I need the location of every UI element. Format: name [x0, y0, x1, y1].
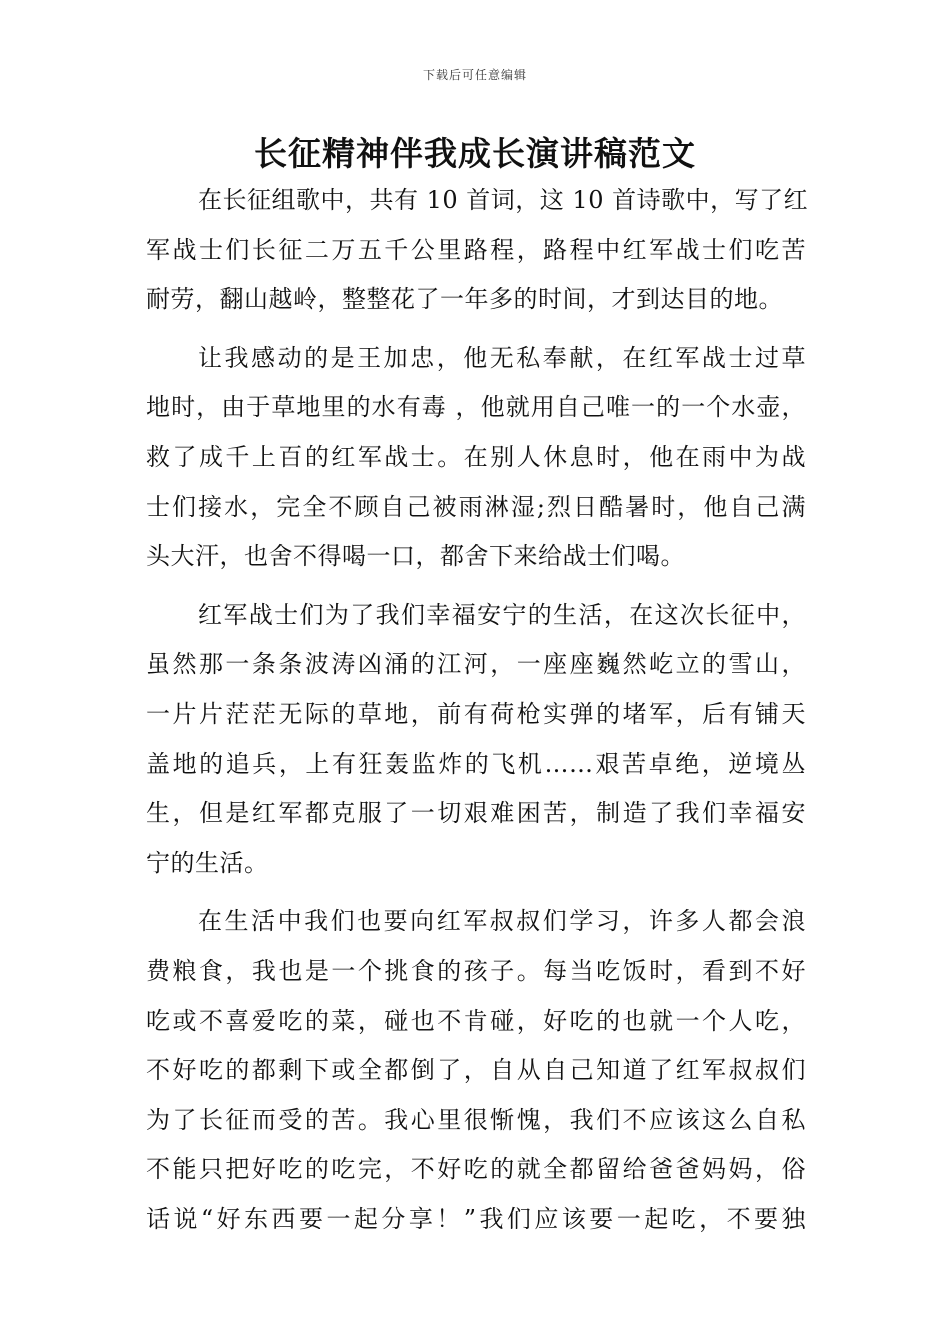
paragraph-gap — [146, 325, 806, 334]
paragraph-gap — [146, 888, 806, 897]
text-line: 军战士们长征二万五千公里路程，路程中红军战士们吃苦 — [146, 235, 806, 264]
paragraph-3 — [146, 591, 806, 889]
text-line: 红军战士们为了我们幸福安宁的生活，在这次长征中， — [198, 600, 806, 629]
text-line: 头大汗，也舍不得喝一口，都舍下来给战士们喝。 — [146, 542, 685, 571]
text-line: 盖地的追兵，上有狂轰监炸的飞机……艰苦卓绝，逆境丛 — [146, 749, 806, 778]
text-line: 在生活中我们也要向红军叔叔们学习，许多人都会浪 — [198, 907, 806, 936]
text-line: 虽然那一条条波涛凶涌的江河，一座座巍然屹立的雪山， — [146, 650, 806, 679]
paragraph-4 — [146, 897, 806, 1244]
text-line: 士们接水，完全不顾自己被雨淋湿;烈日酷暑时，他自己满 — [146, 492, 806, 521]
text-line: 耐劳，翻山越岭，整整花了一年多的时间，才到达目的地。 — [146, 285, 783, 314]
header-note: 下载后可任意编辑 — [422, 68, 527, 82]
text-line: 为了长征而受的苦。我心里很惭愧，我们不应该这么自私 — [146, 1105, 806, 1134]
text-line: 话说“好东西要一起分享！”我们应该要一起吃，不要独 — [146, 1204, 806, 1233]
text-line: 一片片茫茫无际的草地，前有荷枪实弹的堵军，后有铺天 — [146, 699, 806, 728]
text-line: 生，但是红军都克服了一切艰难困苦，制造了我们幸福安 — [146, 799, 806, 828]
paragraph-gap — [146, 582, 806, 591]
text-line: 在长征组歌中，共有 10 首词，这 10 首诗歌中，写了红 — [198, 186, 809, 214]
document-body — [146, 176, 809, 1244]
text-line: 地时，由于草地里的水有毒 ，他就用自己唯一的一个水壶， — [146, 393, 806, 422]
paragraph-2 — [146, 334, 806, 582]
text-line: 宁的生活。 — [146, 848, 269, 877]
text-line: 救了成千上百的红军战士。在别人休息时，他在雨中为战 — [146, 442, 806, 471]
document-title: 长征精神伴我成长演讲稿范文 — [254, 134, 696, 173]
paragraph-1 — [146, 176, 809, 325]
text-line: 让我感动的是王加忠，他无私奉献，在红军战士过草 — [198, 343, 806, 372]
text-line: 不能只把好吃的吃完，不好吃的就全都留给爸爸妈妈，俗 — [146, 1155, 806, 1184]
text-line: 吃或不喜爱吃的菜，碰也不肯碰，好吃的也就一个人吃， — [146, 1006, 806, 1035]
text-line: 费粮食，我也是一个挑食的孩子。每当吃饭时，看到不好 — [146, 956, 806, 985]
text-line: 不好吃的都剩下或全都倒了，自从自己知道了红军叔叔们 — [146, 1056, 806, 1085]
